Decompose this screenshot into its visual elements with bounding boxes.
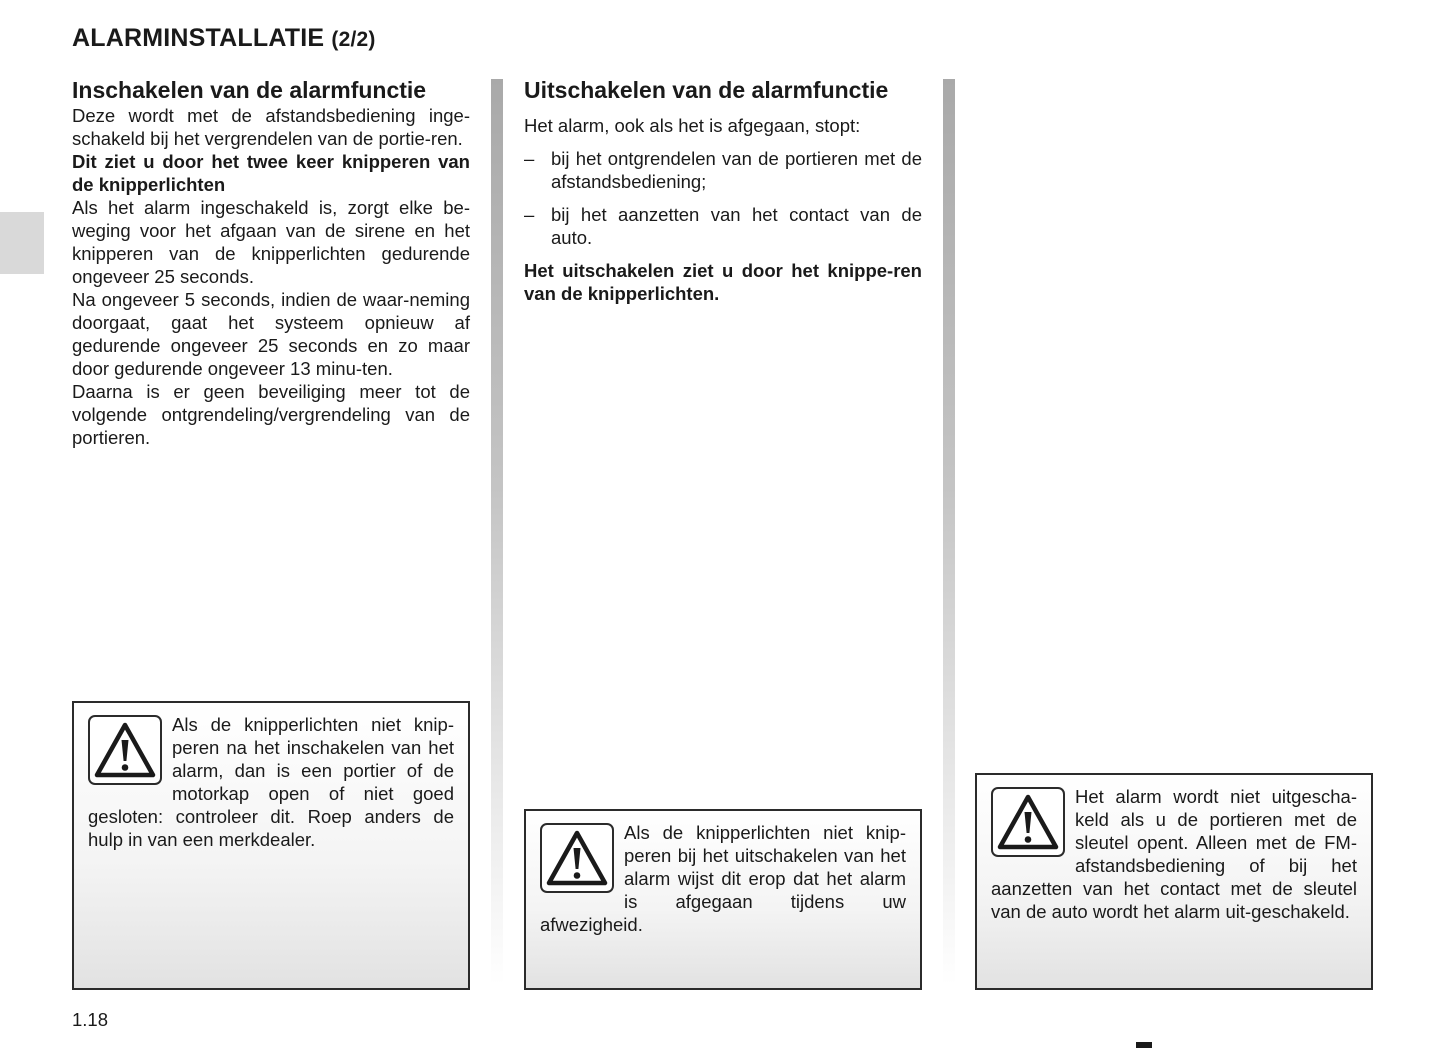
column-divider-right — [943, 79, 955, 985]
section-heading-deactivation: Uitschakelen van de alarmfunctie — [524, 77, 889, 103]
warning-box-activation — [72, 701, 470, 990]
warning-triangle-icon — [540, 823, 614, 893]
section-tab-marker — [0, 212, 44, 274]
warning-box-deactivation — [524, 809, 922, 990]
page-title — [72, 24, 376, 53]
column-deactivation — [524, 76, 922, 305]
paragraph-deactivation-confirmation: Het uitschakelen ziet u door het knippe-ren van de knipperlichten. — [524, 260, 922, 304]
warning-triangle-icon — [991, 787, 1065, 857]
page-title-suffix: (2/2) — [331, 28, 376, 51]
list-item: – bij het ontgrendelen van de portieren met de afstandsbediening; — [524, 147, 922, 193]
column-activation — [72, 76, 470, 449]
page-title-text: ALARMINSTALLATIE — [72, 24, 325, 52]
section-heading-activation: Inschakelen van de alarmfunctie — [72, 77, 427, 103]
deactivation-list — [524, 147, 922, 249]
warning-text-deactivation: Als de knipperlichten niet knip-peren bij het uitschakelen van het alarm wijst dit erop dat het alarm is afgegaan tijdens uw afwezigheid. — [540, 822, 906, 935]
column-divider-left — [491, 79, 503, 985]
paragraph-activation-movement: Als het alarm ingeschakeld is, zorgt elke be-weging voor het afgaan van de sirene en het knipperen van de knipperlichten gedurende ongeveer 25 seconds. — [72, 197, 470, 287]
list-item: – bij het aanzetten van het contact van de auto. — [524, 203, 922, 249]
paragraph-activation-intro: Deze wordt met de afstandsbediening inge-schakeld bij het vergrendelen van de portie-ren. — [72, 105, 470, 149]
paragraph-deactivation-intro: Het alarm, ook als het is afgegaan, stopt: — [524, 115, 861, 136]
warning-triangle-icon — [88, 715, 162, 785]
warning-box-key — [975, 773, 1373, 990]
paragraph-activation-end: Daarna is er geen beveiliging meer tot de volgende ontgrendeling/vergrendeling van de portieren. — [72, 381, 470, 448]
warning-text-key: Het alarm wordt niet uitgescha-keld als u de portieren met de sleutel opent. Alleen met de FM- afstandsbediening of bij het aanzetten van het contact met de sleutel van de auto wordt het alarm uit-geschakeld. — [991, 786, 1357, 922]
paragraph-activation-confirmation: Dit ziet u door het twee keer knipperen van de knipperlichten — [72, 151, 470, 195]
warning-text-activation: Als de knipperlichten niet knip-peren na het inschakelen van het alarm, dan is een portier of de motorkap open of niet goed gesloten: controleer dit. Roep anders de hulp in van een merkdealer. — [88, 714, 454, 850]
page-number: 1.18 — [72, 1009, 109, 1030]
page-edge-mark — [1136, 1042, 1152, 1048]
paragraph-activation-repeat: Na ongeveer 5 seconds, indien de waar-neming doorgaat, gaat het systeem opnieuw af gedurende ongeveer 25 seconds en zo maar door gedurende ongeveer 13 minu-ten. — [72, 289, 470, 379]
